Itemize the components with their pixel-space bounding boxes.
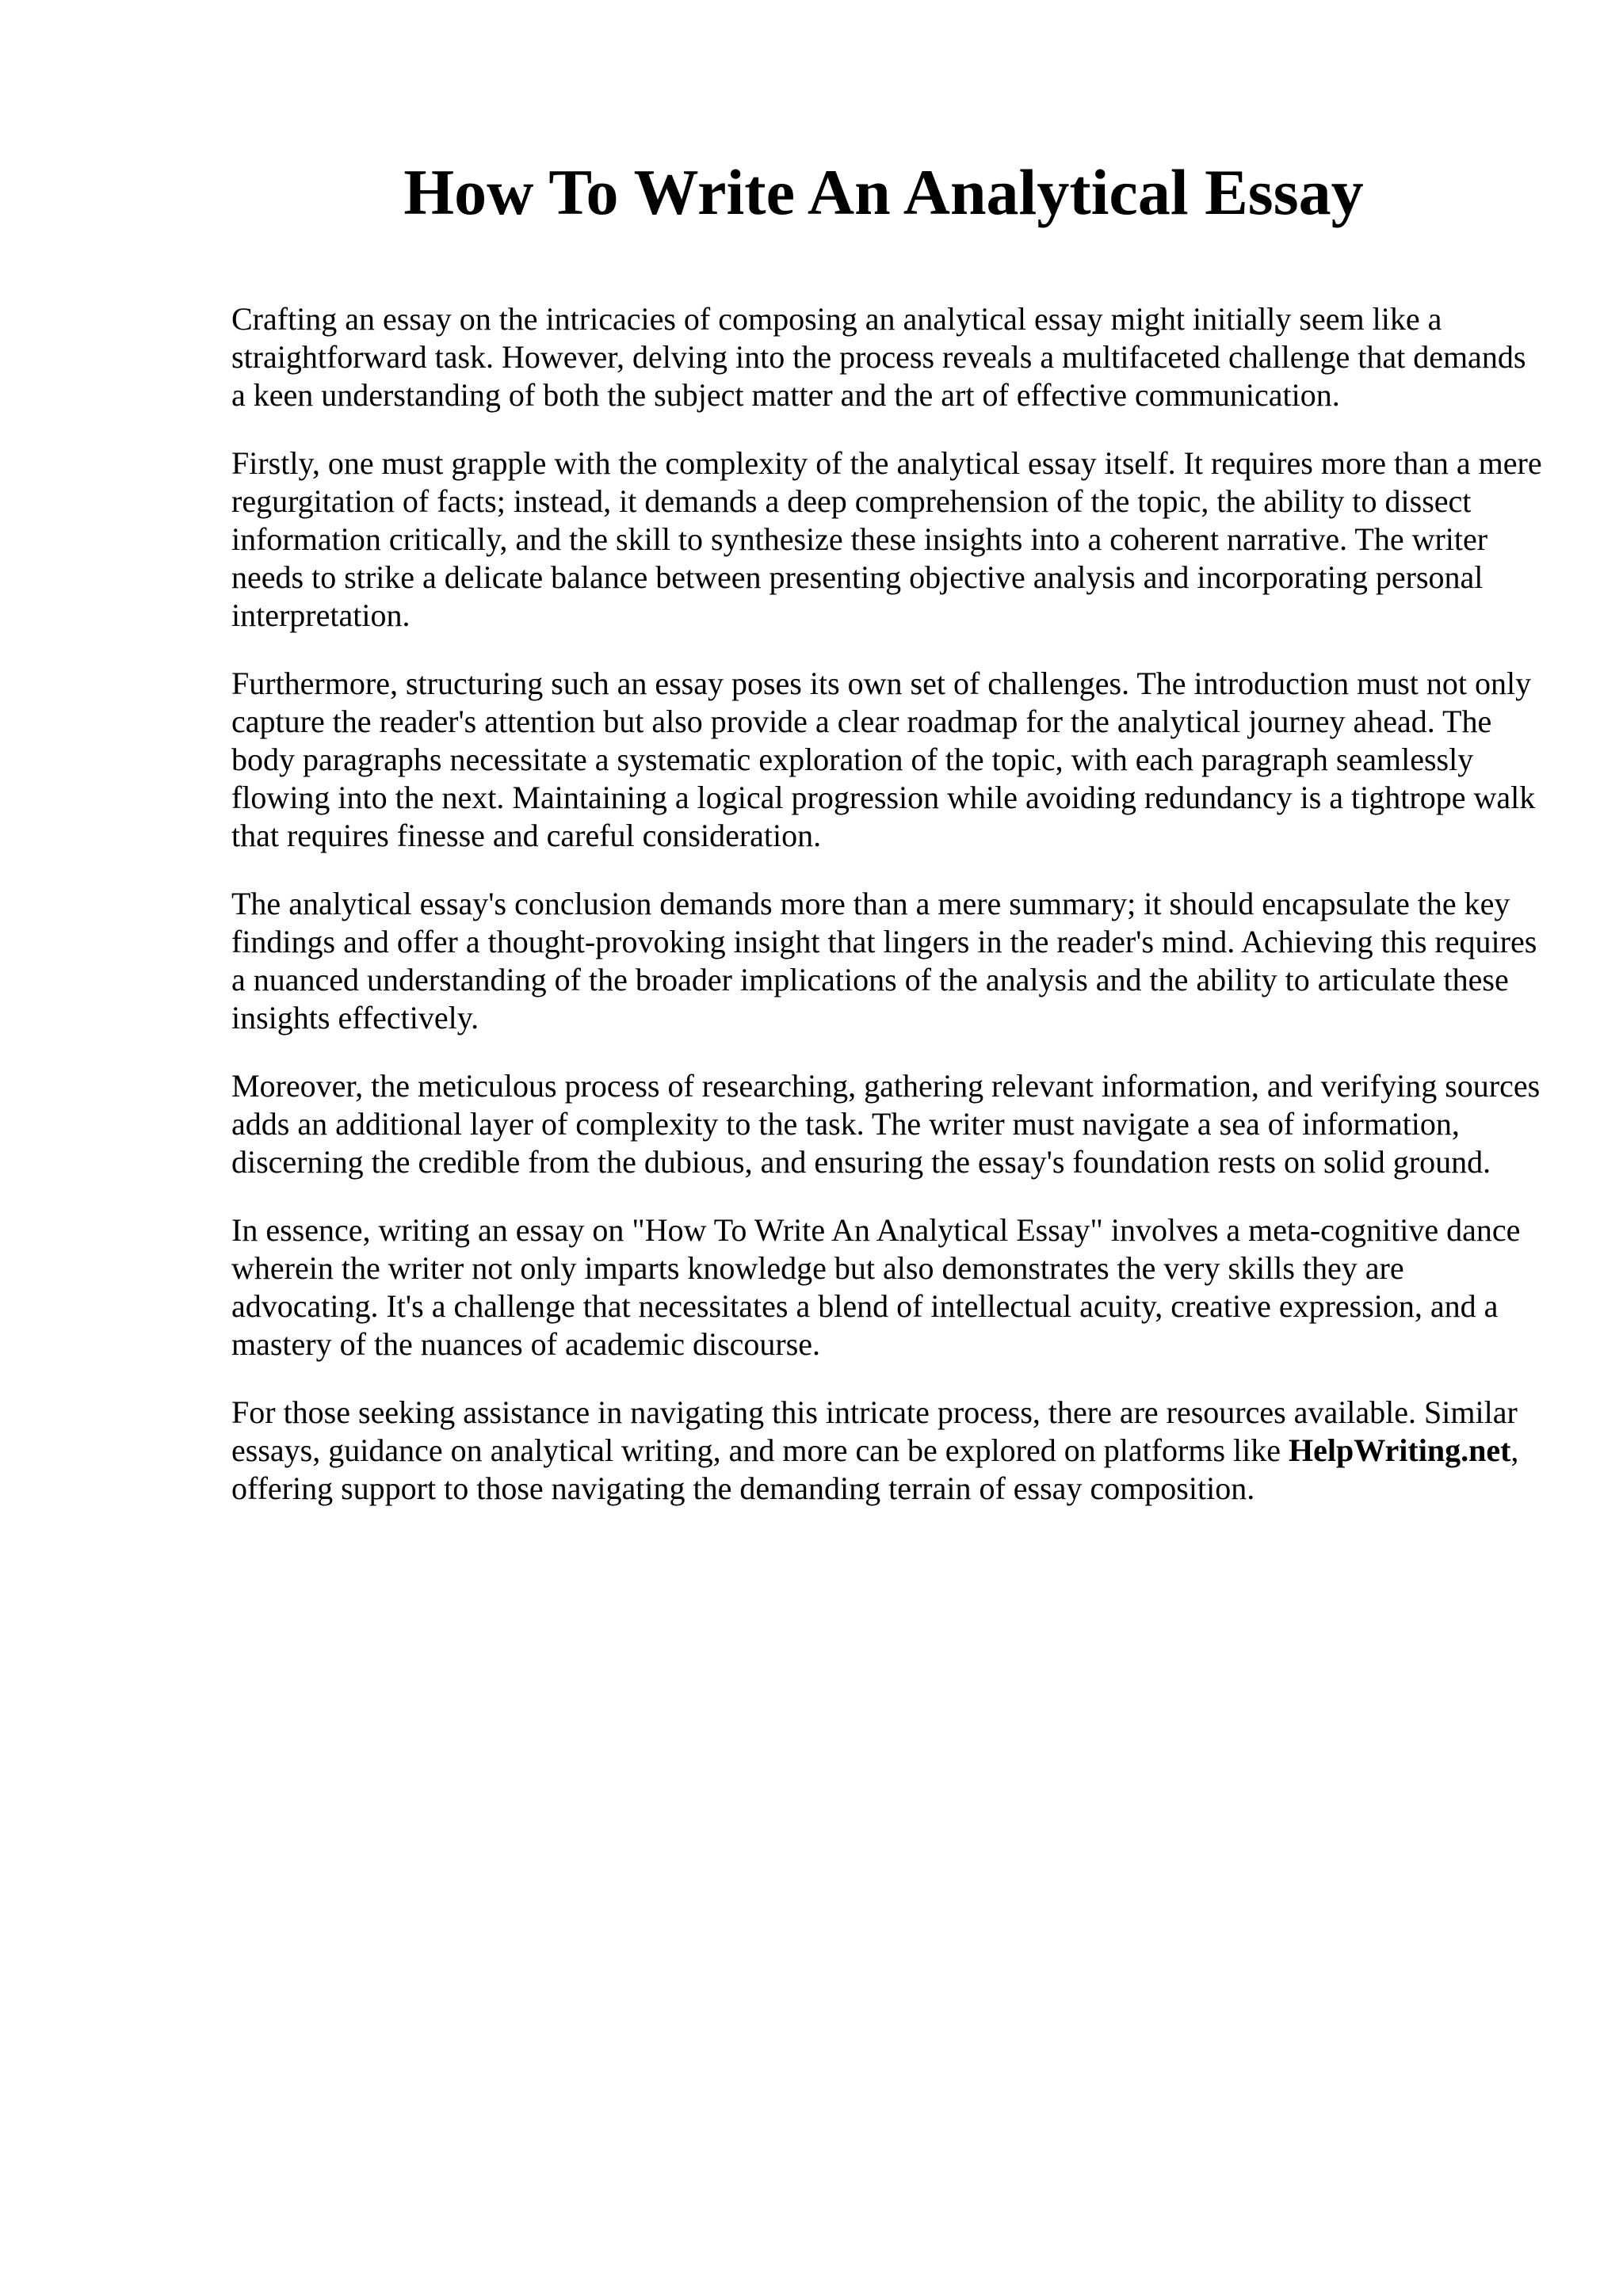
paragraph-conclusion: The analytical essay's conclusion demands more than a mere summary; it should encapsulate the key findings and offer a thought-provoking insight that lingers in the reader's mind. Achieving this requires a nuanced understanding of the broader implications of the analysis and the ability to articulate these insights effectively. [231, 886, 1537, 1035]
paragraph-research: Moreover, the meticulous process of researching, gathering relevant information, and verifying sources adds an additional layer of complexity to the task. The writer must navigate a sea of information, discerning the credible from the dubious, and ensuring the essay's foundation rests on solid ground. [231, 1068, 1541, 1180]
paragraph-essence: In essence, writing an essay on "How To Write An Analytical Essay" involves a meta-cognitive dance wherein the writer not only imparts knowledge but also demonstrates the very skills they are advocating. It's a challenge that necessitates a blend of intellectual acuity, creative expression, and a mastery of the nuances of academic discourse. [231, 1212, 1521, 1362]
document-body [231, 300, 1547, 1508]
paragraph-structure: Furthermore, structuring such an essay poses its own set of challenges. The introduction must not only capture the reader's attention but also provide a clear roadmap for the analytical journey ahead. The body paragraphs necessitate a systematic exploration of the topic, with each paragraph seamlessly flowing into the next. Maintaining a logical progression while avoiding redundancy is a tightrope walk that requires finesse and careful consideration. [231, 666, 1536, 853]
paragraph-resources [231, 1394, 1547, 1508]
document-title: How To Write An Analytical Essay [403, 156, 1364, 228]
brand-name: HelpWriting.net [1289, 1432, 1511, 1468]
resources-text-before: For those seeking assistance in navigating this intricate process, there are resources available. Similar essays, guidance on analytical writing, and more can be explored on platforms like [231, 1394, 1518, 1468]
paragraph-intro: Crafting an essay on the intricacies of composing an analytical essay might initially seem like a straightforward task. However, delving into the process reveals a multifaceted challenge that demands a keen understanding of both the subject matter and the art of effective communication. [231, 301, 1526, 413]
paragraph-complexity: Firstly, one must grapple with the complexity of the analytical essay itself. It requires more than a mere regurgitation of facts; instead, it demands a deep comprehension of the topic, the ability to dissect information critically, and the skill to synthesize these insights into a coherent narrative. The writer needs to strike a delicate balance between presenting objective analysis and incorporating personal interpretation. [231, 445, 1542, 633]
resources-text-after: , offering support to those navigating the demanding terrain of essay composition. [231, 1432, 1519, 1506]
